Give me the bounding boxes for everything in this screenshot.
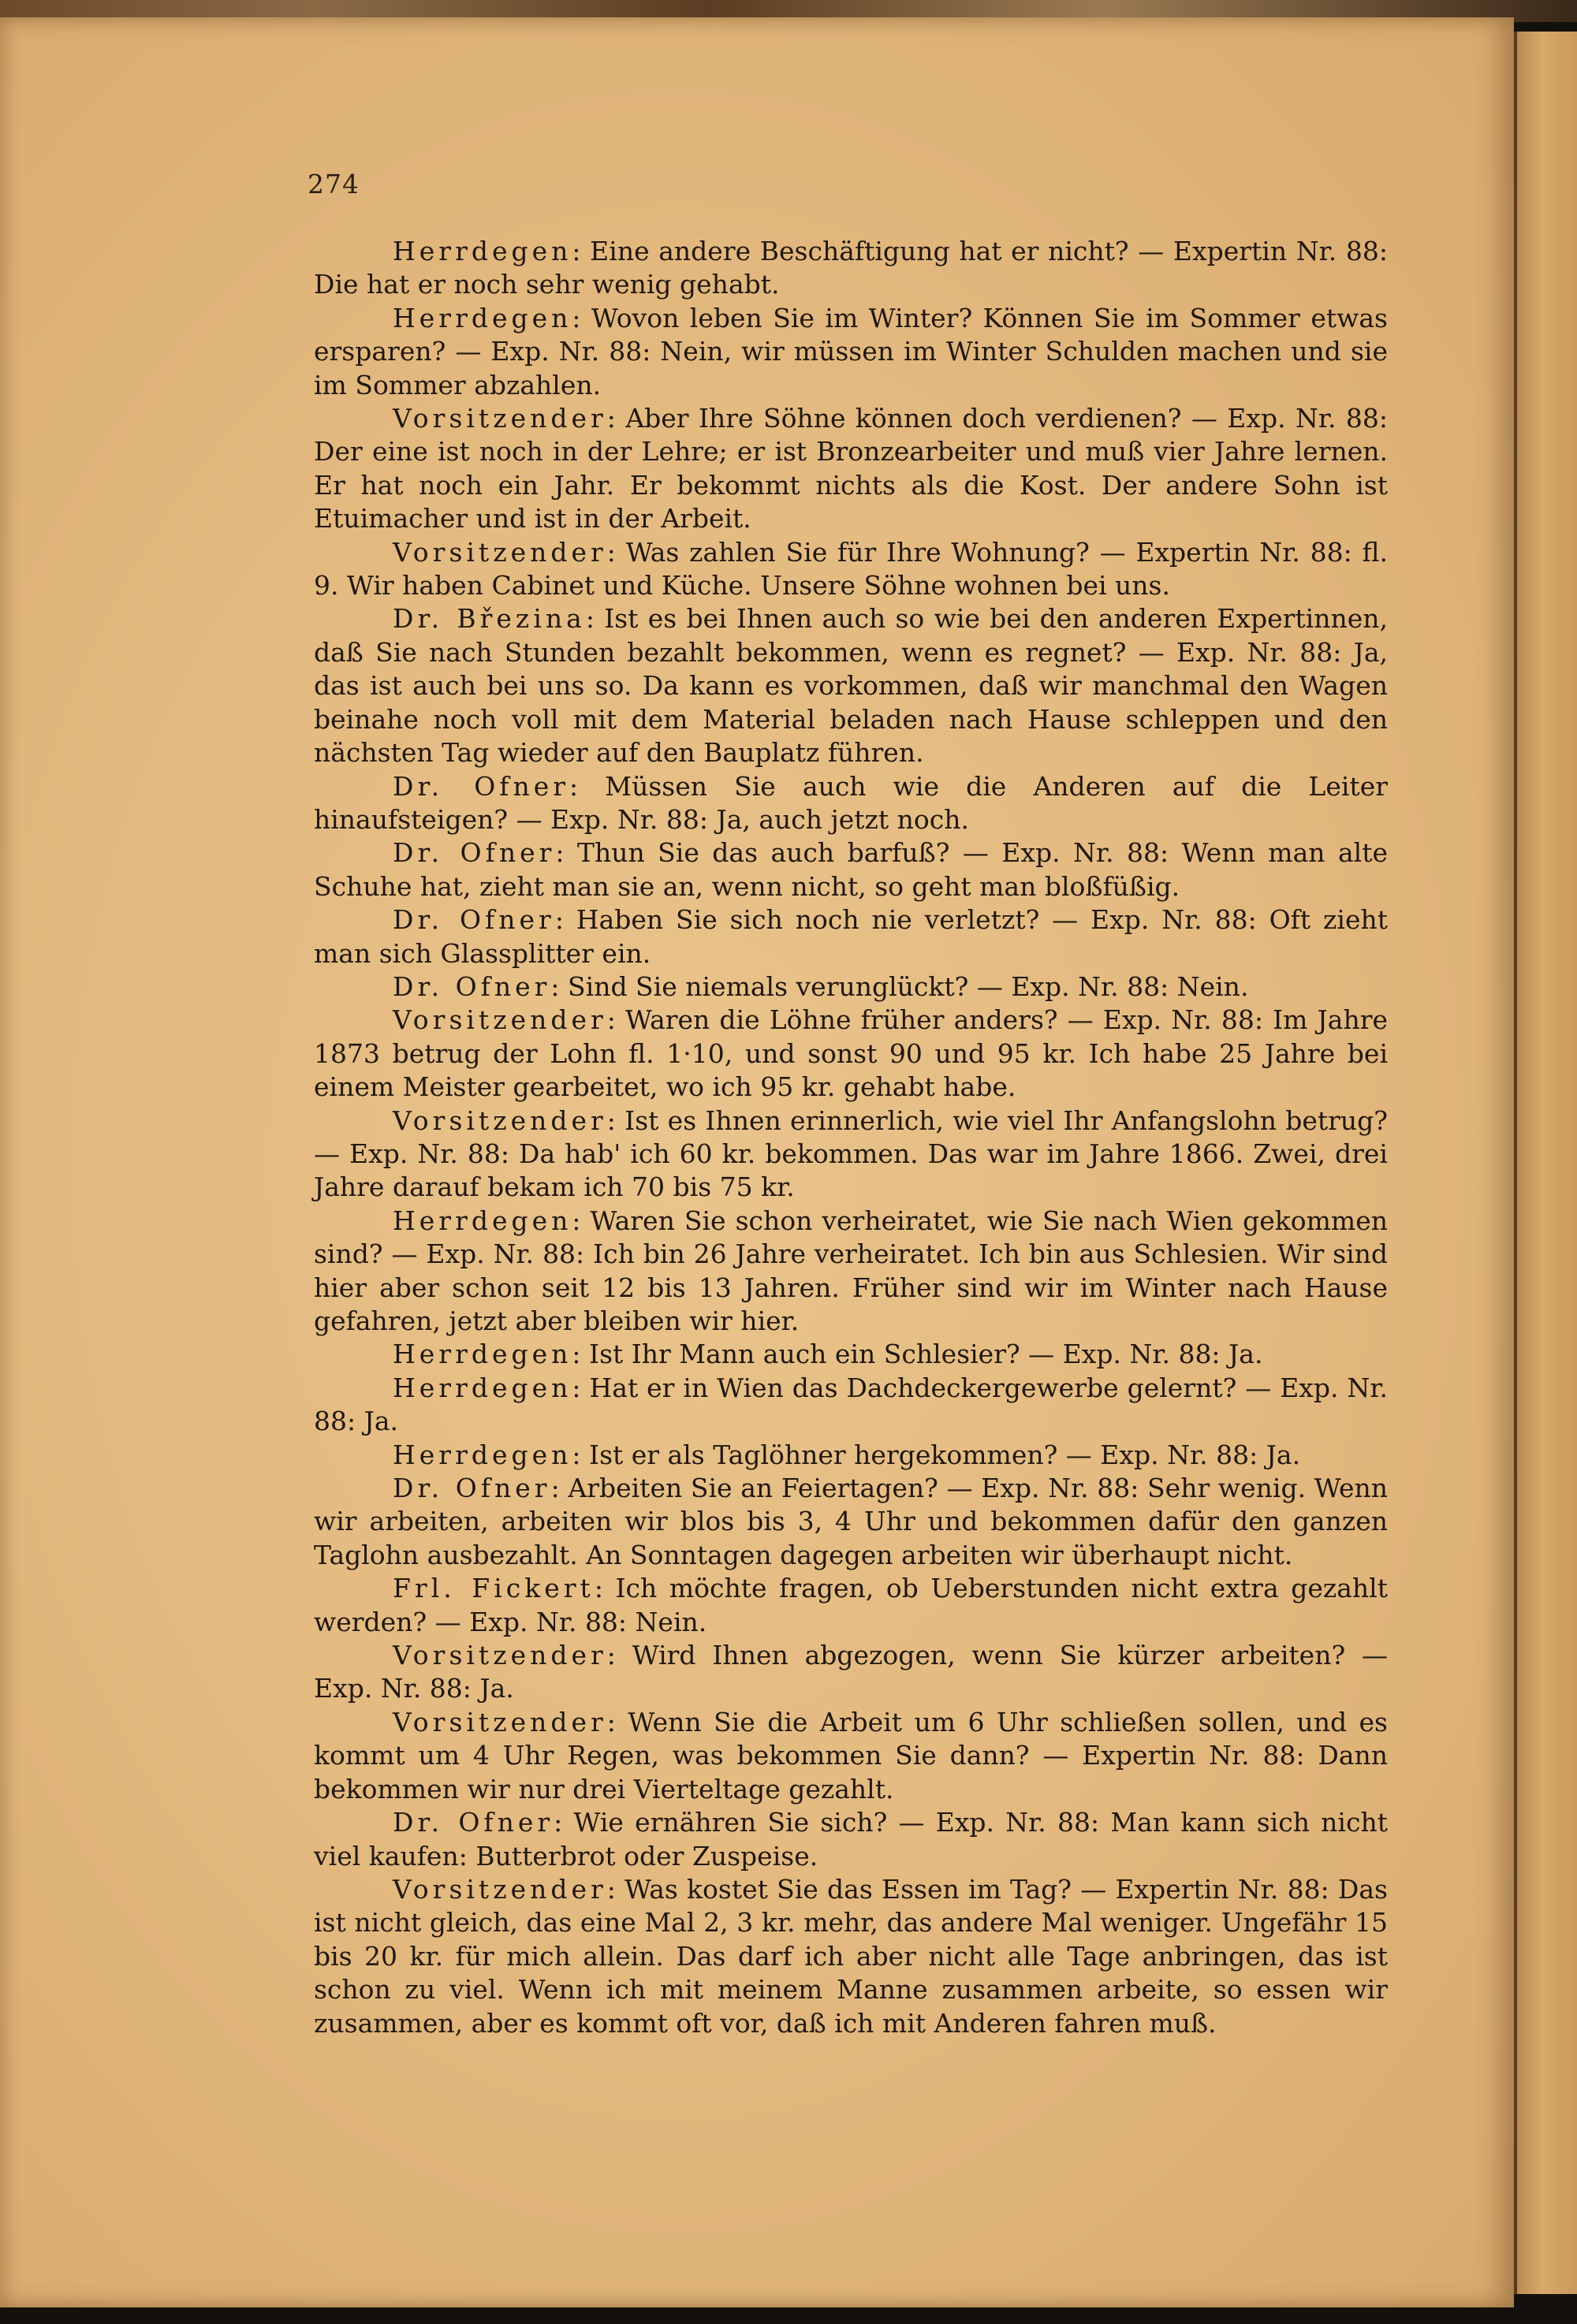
- speaker-name: Vorsitzender: [393, 403, 607, 434]
- paragraph-text: : Arbeiten Sie an Feiertagen? — Exp. Nr. 88: Sehr wenig. Wenn wir arbeiten, arbeiten wir blos bis 3, 4 Uhr und bekommen dafür den ganzen Taglohn ausbezahlt. An Sonntagen dagegen arbeiten wir überhaupt nicht.: [314, 1473, 1389, 1570]
- page-number: 274: [308, 169, 360, 199]
- paragraph: [314, 602, 1388, 769]
- paragraph: [314, 1472, 1388, 1572]
- paragraph: [314, 903, 1388, 970]
- paragraph: [314, 235, 1388, 302]
- body-text: [314, 235, 1388, 2040]
- speaker-name: Vorsitzender: [393, 1640, 607, 1671]
- paragraph: [314, 302, 1388, 402]
- paragraph: [314, 1873, 1388, 2040]
- paragraph-text: : Wie ernähren Sie sich? — Exp. Nr. 88: Man kann sich nicht viel kaufen: Butterbrot oder Zuspeise.: [314, 1807, 1388, 1871]
- paragraph-text: : Aber Ihre Söhne können doch verdienen? — Exp. Nr. 88: Der eine ist noch in der Lehre; er ist Bronzearbeiter und muß vier Jahre lernen. Er hat noch ein Jahr. Er bekommt nichts als die Kost. Der andere Sohn ist Etuimacher und ist in der Arbeit.: [314, 403, 1388, 534]
- paragraph: [314, 1372, 1388, 1439]
- paragraph: [314, 1639, 1388, 1706]
- paragraph: [314, 836, 1388, 903]
- paragraph: [314, 402, 1388, 536]
- speaker-name: Frl. Fickert: [393, 1573, 595, 1604]
- paragraph: [314, 1806, 1388, 1873]
- paragraph: [314, 1004, 1388, 1104]
- paragraph-text: : Ist Ihr Mann auch ein Schlesier? — Exp. Nr. 88: Ja.: [572, 1339, 1263, 1370]
- paragraph-text: : Ist es Ihnen erinnerlich, wie viel Ihr Anfangslohn betrug? — Exp. Nr. 88: Da hab' ich 60 kr. bekommen. Das war im Jahre 1866. Zwei, drei Jahre darauf bekam ich 70 bis 75 kr.: [314, 1104, 1388, 1203]
- paragraph-text: : Wenn Sie die Arbeit um 6 Uhr schließen sollen, und es kommt um 4 Uhr Regen, was bekommen Sie dann? — Expertin Nr. 88: Dann bekommen wir nur drei Vierteltage gezahlt.: [314, 1706, 1388, 1804]
- speaker-name: Dr. Ofner: [393, 770, 570, 802]
- paragraph: [314, 1439, 1388, 1472]
- speaker-name: Dr. Ofner: [393, 1473, 551, 1504]
- speaker-name: Herrdegen: [393, 1339, 572, 1370]
- speaker-name: Vorsitzender: [393, 536, 607, 568]
- paragraph-text: : Waren Sie schon verheiratet, wie Sie nach Wien gekommen sind? — Exp. Nr. 88: Ich bin 26 Jahre verheiratet. Ich bin aus Schlesien. Wir sind hier aber schon seit 12 bis 13 Jahren. Früher sind wir im Winter nach Hause gefahren, jetzt aber bleiben wir hier.: [314, 1205, 1388, 1336]
- speaker-name: Herrdegen: [393, 1439, 572, 1470]
- paragraph: [314, 1338, 1388, 1371]
- paragraph-text: : Hat er in Wien das Dachdeckergewerbe gelernt? — Exp. Nr. 88: Ja.: [314, 1372, 1388, 1437]
- paragraph-text: : Was zahlen Sie für Ihre Wohnung? — Expertin Nr. 88: fl. 9. Wir haben Cabinet und Küche. Unsere Söhne wohnen bei uns.: [314, 536, 1388, 601]
- speaker-name: Vorsitzender: [393, 1706, 607, 1737]
- speaker-name: Dr. Ofner: [393, 837, 556, 869]
- paragraph-text: : Ist es bei Ihnen auch so wie bei den anderen Expertinnen, daß Sie nach Stunden bezahlt bekommen, wenn es regnet? — Exp. Nr. 88: Ja, das ist auch bei uns so. Da kann es vorkommen, daß wir manchmal den Wagen beinahe noch voll mit dem Material beladen nach Hause schleppen und den nächsten Tag wieder auf den Bauplatz führen.: [314, 603, 1389, 769]
- adjacent-page-edge: [1514, 32, 1577, 2294]
- paragraph-text: : Waren die Löhne früher anders? — Exp. Nr. 88: Im Jahre 1873 betrug der Lohn fl. 1·10, und sonst 90 und 95 kr. Ich habe 25 Jahre bei einem Meister gearbeitet, wo ich 95 kr. gehabt habe.: [314, 1004, 1388, 1103]
- speaker-name: Dr. Březina: [393, 603, 586, 635]
- paragraph: [314, 1572, 1388, 1639]
- paragraph-text: : Wird Ihnen abgezogen, wenn Sie kürzer arbeiten? — Exp. Nr. 88: Ja.: [314, 1640, 1388, 1704]
- speaker-name: Dr. Ofner: [393, 1807, 554, 1838]
- speaker-name: Dr. Ofner: [393, 904, 555, 936]
- speaker-name: Herrdegen: [393, 302, 572, 333]
- speaker-name: Vorsitzender: [393, 1104, 607, 1136]
- paragraph-text: : Haben Sie sich noch nie verletzt? — Exp. Nr. 88: Oft zieht man sich Glassplitter ein.: [314, 904, 1389, 969]
- paragraph-text: : Eine andere Beschäftigung hat er nicht? — Expertin Nr. 88: Die hat er noch sehr wenig gehabt.: [314, 236, 1388, 300]
- paragraph: [314, 1706, 1388, 1806]
- paragraph-text: : Thun Sie das auch barfuß? — Exp. Nr. 88: Wenn man alte Schuhe hat, zieht man sie an, wenn nicht, so geht man bloßfüßig.: [314, 837, 1388, 902]
- paragraph: [314, 1104, 1388, 1205]
- paragraph-text: : Ich möchte fragen, ob Ueberstunden nicht extra gezahlt werden? — Exp. Nr. 88: Nein.: [314, 1573, 1388, 1637]
- speaker-name: Vorsitzender: [393, 1004, 607, 1036]
- speaker-name: Vorsitzender: [393, 1873, 607, 1905]
- paragraph-text: : Was kostet Sie das Essen im Tag? — Expertin Nr. 88: Das ist nicht gleich, das eine Mal 2, 3 kr. mehr, das andere Mal weniger. Ungefähr 15 bis 20 kr. für mich allein. Das darf ich aber nicht alle Tage anbringen, das ist schon zu viel. Wenn ich mit meinem Manne zusammen arbeite, so essen wir zusammen, aber es kommt oft vor, daß ich mit Anderen fahren muß.: [314, 1873, 1388, 2039]
- paragraph: [314, 770, 1388, 837]
- paragraph: [314, 1205, 1388, 1339]
- paragraph: [314, 536, 1388, 603]
- speaker-name: Herrdegen: [393, 1372, 572, 1403]
- speaker-name: Herrdegen: [393, 236, 572, 266]
- paragraph-text: : Wovon leben Sie im Winter? Können Sie im Sommer etwas ersparen? — Exp. Nr. 88: Nein, wir müssen im Winter Schulden machen und sie im Sommer abzahlen.: [314, 302, 1388, 400]
- paragraph-text: : Sind Sie niemals verunglückt? — Exp. Nr. 88: Nein.: [550, 970, 1249, 1002]
- paragraph: [314, 970, 1388, 1004]
- speaker-name: Dr. Ofner: [393, 970, 551, 1002]
- speaker-name: Herrdegen: [393, 1205, 572, 1236]
- paragraph-text: : Müssen Sie auch wie die Anderen auf die Leiter hinaufsteigen? — Exp. Nr. 88: Ja, auch jetzt noch.: [314, 770, 1388, 835]
- paragraph-text: : Ist er als Taglöhner hergekommen? — Exp. Nr. 88: Ja.: [572, 1439, 1301, 1470]
